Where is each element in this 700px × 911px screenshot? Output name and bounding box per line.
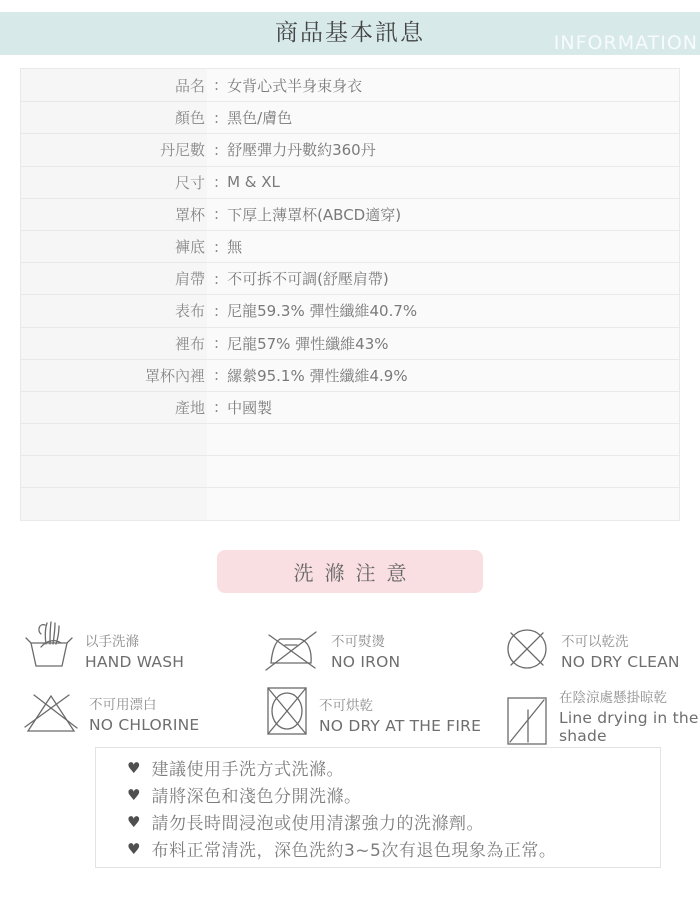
spec-value (207, 424, 679, 455)
care-label-en: NO IRON (331, 653, 401, 671)
care-label-en: NO DRY CLEAN (561, 653, 680, 671)
spec-value-text: 尼龍59.3% 彈性纖維40.7% (227, 302, 418, 321)
spec-row-empty (21, 455, 679, 487)
spec-row (21, 230, 679, 262)
care-label-zh: 以手洗滌 (85, 634, 139, 650)
spec-value-text: 黑色/膚色 (227, 109, 293, 128)
spec-value (207, 392, 679, 423)
spec-value (207, 134, 679, 165)
spec-row (21, 359, 679, 391)
care-item-shade-dry (506, 686, 700, 746)
care-labels (561, 630, 680, 672)
spec-separator: : (214, 366, 220, 385)
spec-value (207, 456, 679, 487)
spec-value-text: 無 (227, 238, 243, 257)
spec-value-text: 尼龍57% 彈性纖維43% (227, 334, 389, 353)
spec-separator: : (214, 269, 220, 288)
spec-value-text: 中國製 (227, 398, 273, 417)
care-label-en: Line drying in the shade (559, 709, 699, 745)
shade-dry-icon (506, 696, 548, 746)
spec-label: 顏色 (21, 102, 207, 133)
spec-row (21, 133, 679, 165)
spec-separator: : (214, 108, 220, 127)
spec-row (21, 198, 679, 230)
no-iron-icon (264, 628, 320, 672)
header-band (0, 12, 700, 55)
care-item-no-iron (264, 628, 400, 672)
spec-row (21, 294, 679, 326)
spec-row (21, 262, 679, 294)
spec-row (21, 391, 679, 423)
advice-text: 建議使用手洗方式洗滌。 (151, 760, 344, 780)
no-tumble-dry-icon (266, 686, 308, 736)
spec-separator: : (214, 140, 220, 159)
spec-label: 丹尼數 (21, 134, 207, 165)
care-label-zh: 不可熨燙 (331, 634, 385, 650)
spec-value-text: 舒壓彈力丹數約360丹 (227, 141, 376, 160)
wash-notice-title: 洗滌注意 (293, 561, 418, 585)
product-spec-table (20, 68, 680, 521)
information-watermark: INFORMATION (553, 32, 698, 54)
spec-label: 裡布 (21, 328, 207, 359)
advice-item (127, 781, 650, 808)
spec-label: 肩帶 (21, 263, 207, 294)
advice-text: 布料正常清洗，深色洗約3~5次有退色現象為正常。 (151, 841, 557, 861)
care-label-zh: 在陰涼處懸掛晾乾 (559, 690, 667, 706)
no-dry-clean-icon (504, 626, 550, 672)
spec-separator: : (214, 205, 220, 224)
spec-value-text: 縲縈95.1% 彈性纖維4.9% (227, 366, 408, 385)
spec-value (207, 231, 679, 262)
spec-label (21, 456, 207, 487)
spec-label (21, 488, 207, 519)
spec-row (21, 166, 679, 198)
spec-separator: : (214, 173, 220, 192)
spec-label: 褲底 (21, 231, 207, 262)
spec-value (207, 102, 679, 133)
spec-label: 尺寸 (21, 167, 207, 198)
spec-label: 產地 (21, 392, 207, 423)
care-labels (85, 630, 184, 672)
heart-icon: ♥ (127, 785, 141, 804)
heart-icon: ♥ (127, 812, 141, 831)
care-label-en: HAND WASH (85, 653, 185, 671)
care-labels (89, 693, 199, 735)
advice-text: 請將深色和淺色分開洗滌。 (151, 787, 362, 807)
heart-icon: ♥ (127, 758, 141, 777)
advice-item (127, 808, 650, 835)
washing-advice-box (95, 747, 661, 868)
spec-separator: : (214, 398, 220, 417)
care-label-zh: 不可以乾洗 (561, 634, 629, 650)
spec-value (207, 199, 679, 230)
spec-value-text: 不可拆不可調(舒壓肩帶) (227, 270, 389, 289)
heart-icon: ♥ (127, 839, 141, 858)
care-label-zh: 不可烘乾 (319, 698, 373, 714)
spec-value (207, 167, 679, 198)
advice-item (127, 754, 650, 781)
spec-value (207, 360, 679, 391)
spec-separator: : (214, 237, 220, 256)
spec-value (207, 328, 679, 359)
spec-label (21, 424, 207, 455)
spec-separator: : (214, 76, 220, 95)
spec-row-empty (21, 487, 679, 519)
care-labels (331, 630, 400, 672)
spec-value-text: 女背心式半身束身衣 (227, 76, 363, 95)
spec-label: 品名 (21, 69, 207, 101)
page-title: 商品基本訊息 (275, 20, 425, 46)
care-label-zh: 不可用漂白 (89, 697, 157, 713)
no-chlorine-icon (24, 691, 78, 735)
care-item-hand-wash (24, 619, 184, 672)
spec-label: 表布 (21, 295, 207, 326)
spec-row (21, 69, 679, 101)
care-label-en: NO DRY AT THE FIRE (319, 717, 482, 735)
spec-value (207, 488, 679, 519)
spec-value (207, 295, 679, 326)
spec-label: 罩杯內裡 (21, 360, 207, 391)
care-labels (319, 694, 481, 736)
spec-value (207, 263, 679, 294)
care-item-no-tumble-dry (266, 686, 481, 736)
care-label-en: NO CHLORINE (89, 716, 200, 734)
spec-row (21, 101, 679, 133)
hand-wash-icon (24, 619, 74, 672)
spec-separator: : (214, 301, 220, 320)
spec-row (21, 327, 679, 359)
spec-value-text: M & XL (227, 173, 280, 192)
wash-notice-banner (217, 550, 483, 593)
spec-value (207, 69, 679, 101)
spec-row-empty (21, 423, 679, 455)
advice-item (127, 835, 650, 862)
spec-separator: : (214, 334, 220, 353)
care-labels (559, 686, 700, 746)
spec-value-text: 下厚上薄罩杯(ABCD適穿) (227, 205, 402, 224)
spec-label: 罩杯 (21, 199, 207, 230)
advice-text: 請勿長時間浸泡或使用清潔強力的洗滌劑。 (151, 814, 484, 834)
care-item-no-dry-clean (504, 626, 680, 672)
care-item-no-chlorine (24, 691, 199, 735)
